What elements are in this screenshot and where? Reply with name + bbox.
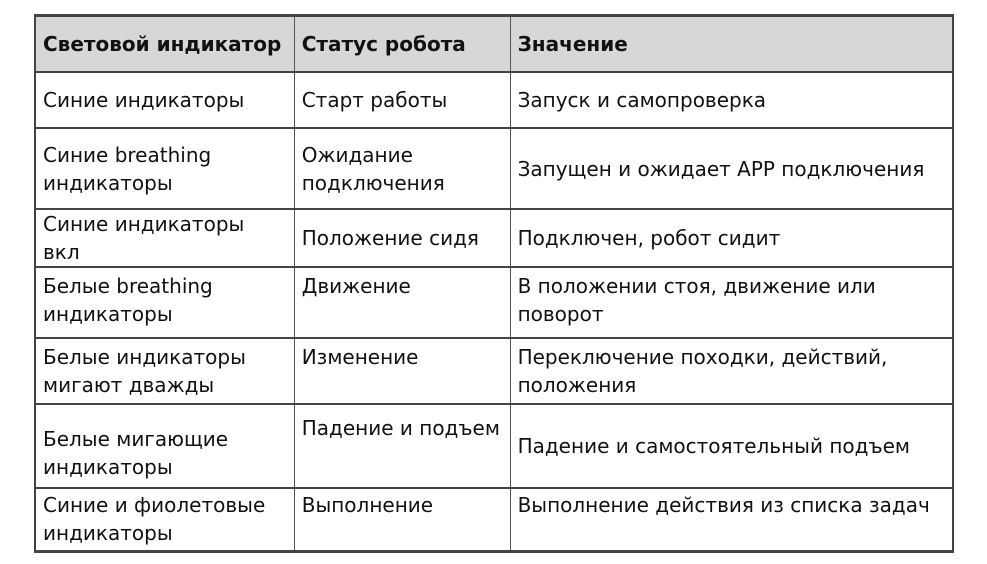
table-header-row	[35, 16, 953, 73]
table-row	[35, 128, 953, 209]
header-indicator: Световой индикатор	[35, 16, 294, 73]
cell-indicator: Синие и фиолетовые индикаторы	[35, 488, 294, 551]
cell-indicator: Белые мигающие индикаторы	[35, 404, 294, 488]
cell-status: Положение сидя	[294, 209, 510, 267]
cell-indicator: Белые индикаторы мигают дважды	[35, 338, 294, 404]
cell-meaning: Подключен, робот сидит	[510, 209, 953, 267]
cell-meaning: Запуск и самопроверка	[510, 72, 953, 128]
table-row	[35, 267, 953, 338]
cell-indicator: Синие индикаторы вкл	[35, 209, 294, 267]
cell-meaning: В положении стоя, движение или поворот	[510, 267, 953, 338]
table-row	[35, 338, 953, 404]
cell-status: Движение	[294, 267, 510, 338]
table-row	[35, 209, 953, 267]
cell-indicator: Белые breathing индикаторы	[35, 267, 294, 338]
cell-status: Старт работы	[294, 72, 510, 128]
cell-indicator: Синие индикаторы	[35, 72, 294, 128]
cell-meaning: Запущен и ожидает APP подключения	[510, 128, 953, 209]
header-status: Статус робота	[294, 16, 510, 73]
cell-status: Падение и подъем	[294, 404, 510, 488]
cell-indicator: Синие breathing индикаторы	[35, 128, 294, 209]
cell-meaning: Падение и самостоятельный подъем	[510, 404, 953, 488]
cell-meaning: Переключение походки, действий, положения	[510, 338, 953, 404]
table-row	[35, 404, 953, 488]
cell-status: Изменение	[294, 338, 510, 404]
cell-meaning: Выполнение действия из списка задач	[510, 488, 953, 551]
indicator-status-table	[34, 14, 954, 553]
table-row	[35, 488, 953, 551]
header-meaning: Значение	[510, 16, 953, 73]
table-row	[35, 72, 953, 128]
cell-status: Выполнение	[294, 488, 510, 551]
cell-status: Ожидание подключения	[294, 128, 510, 209]
